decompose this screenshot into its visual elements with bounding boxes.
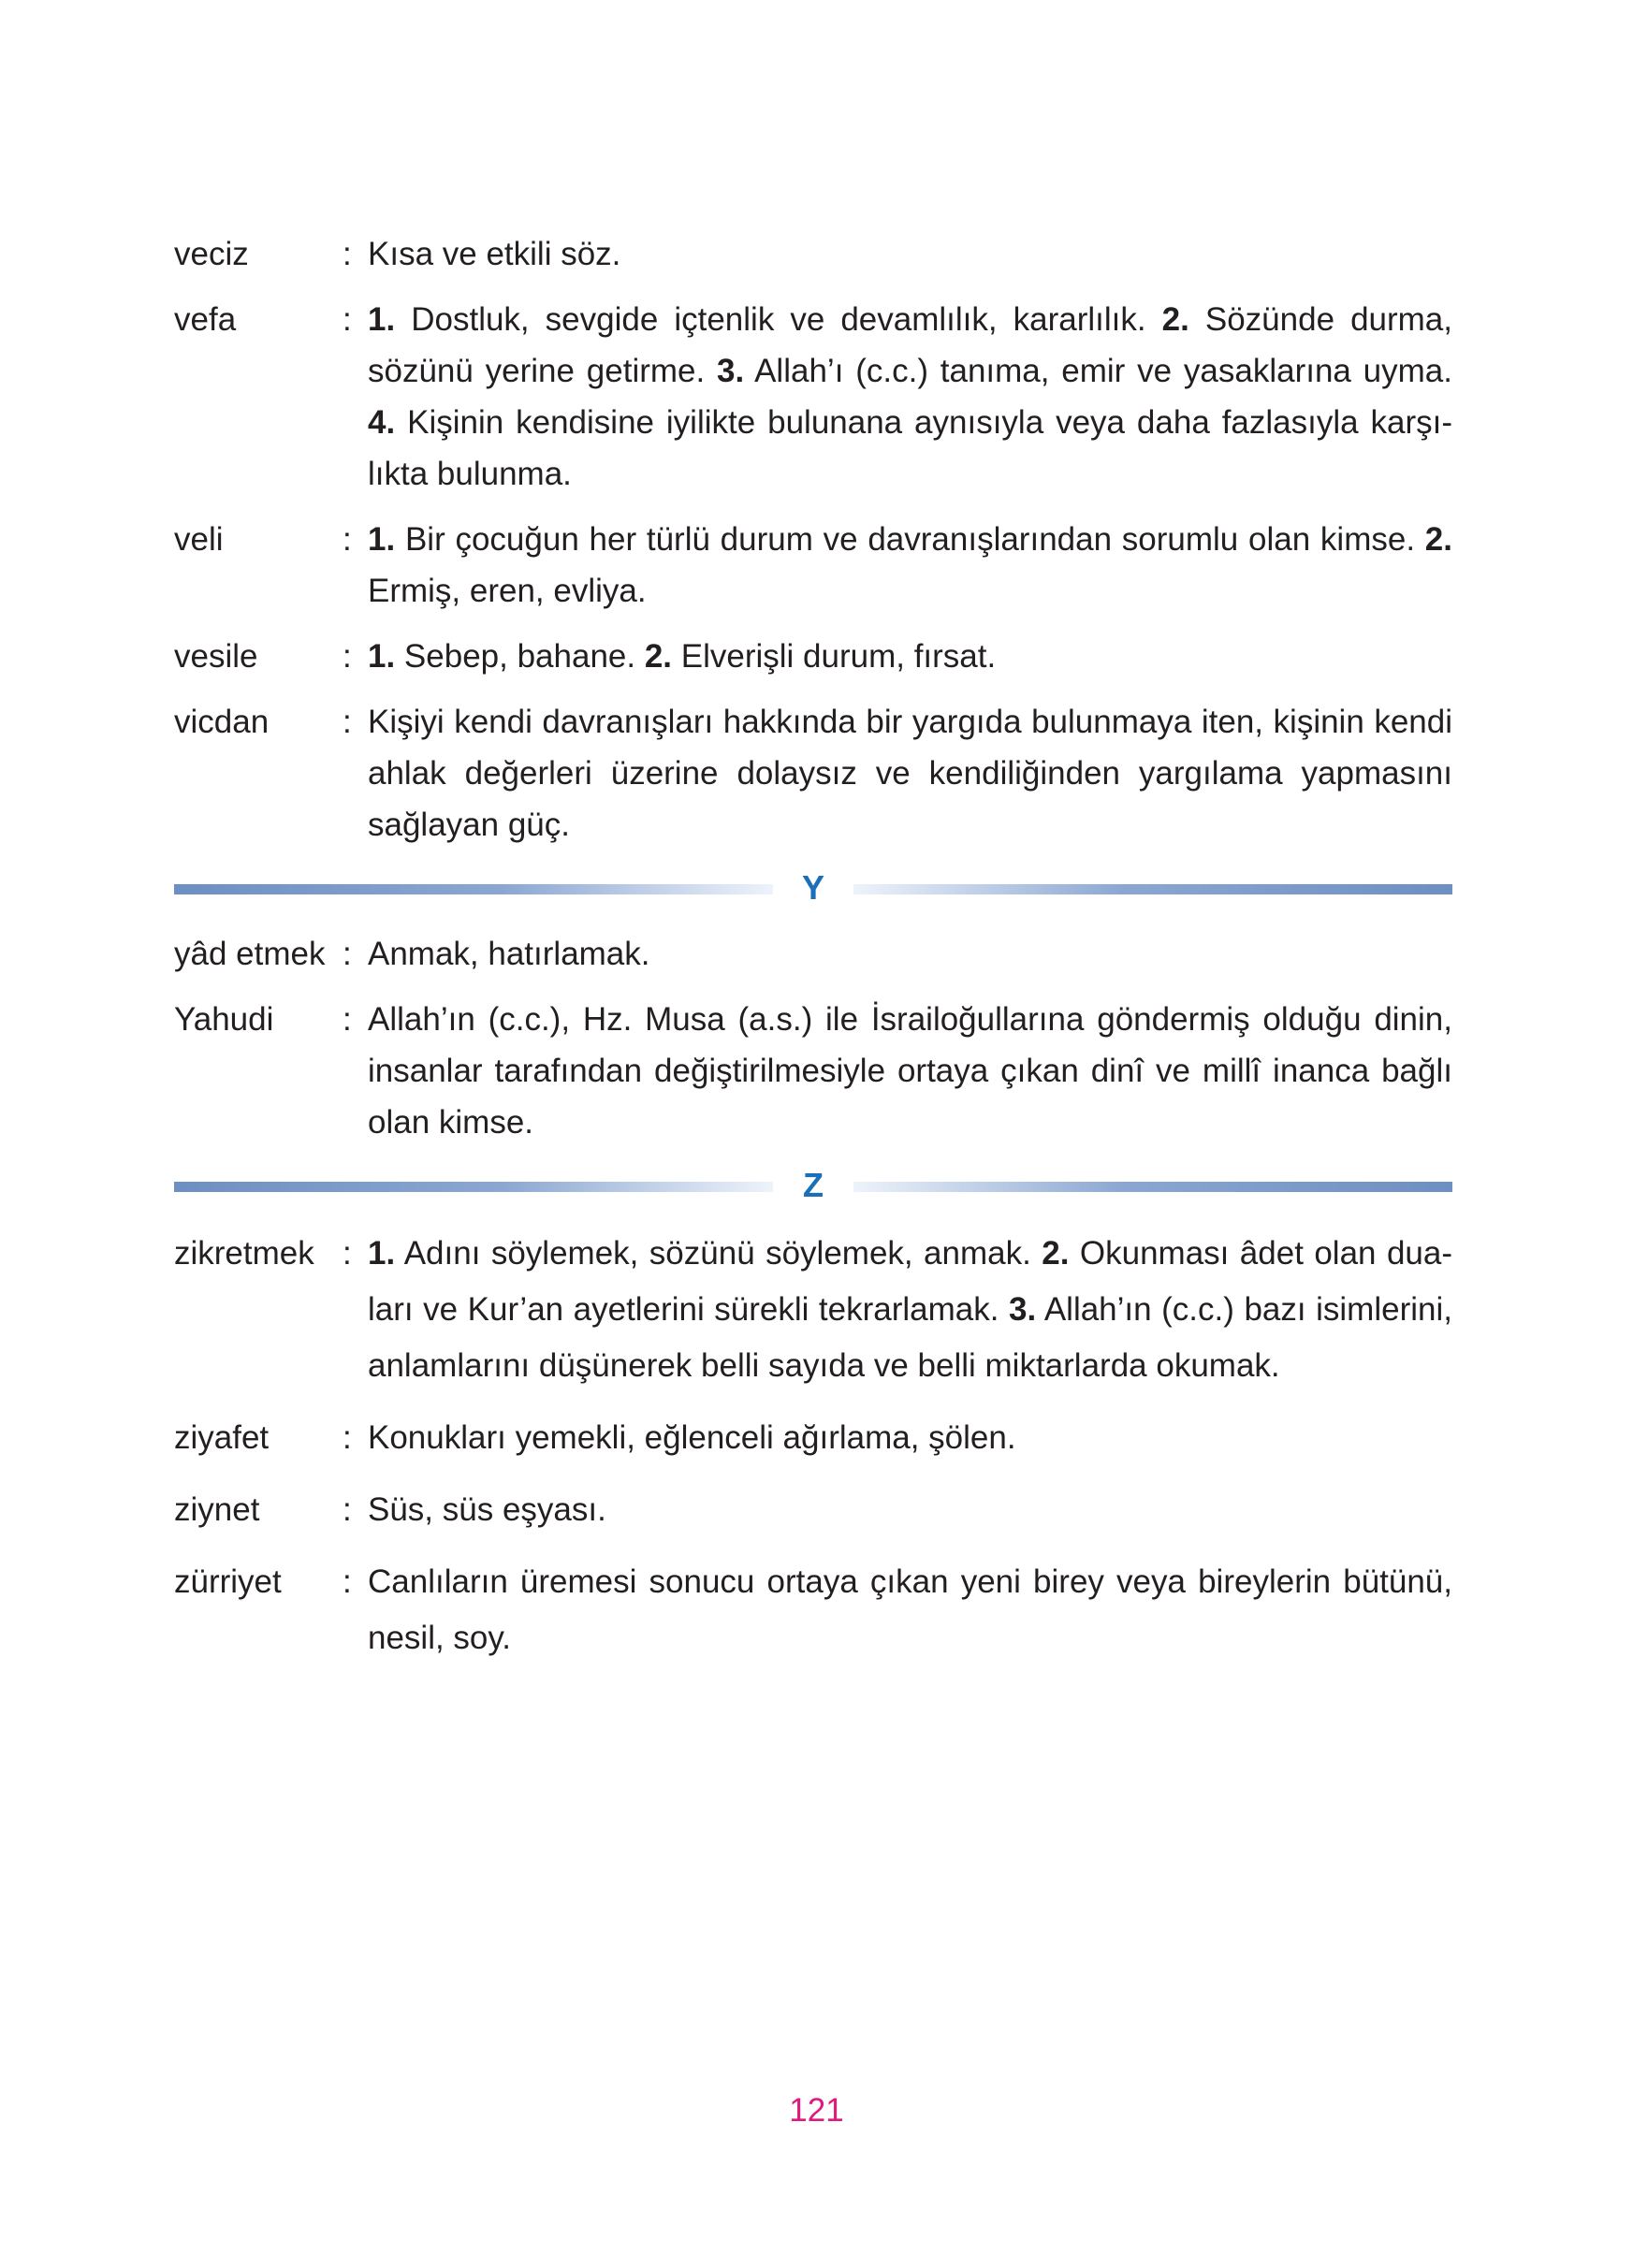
entry-colon: : [343, 301, 352, 338]
entry-term: veli [174, 521, 224, 558]
entry-term: Yahudi [174, 1001, 274, 1038]
entry-colon: : [343, 1563, 352, 1600]
entry-term: vesile [174, 638, 258, 675]
definition-text: Kişiyi kendi davranışları hakkında bir yargıda bulunmaya iten, kişinin kendi ahlak değerleri üzerine dolaysız ve kendiliğinden yargılama yapmasını sağlayan güç. [368, 704, 1452, 843]
glossary-entry [174, 228, 1452, 280]
entry-colon: : [343, 1235, 352, 1272]
definition-number: 2. [1042, 1235, 1070, 1272]
glossary-group-v [174, 228, 1452, 850]
definition-number: 1. [368, 301, 396, 338]
section-divider-y [174, 865, 1452, 911]
entry-definition [368, 928, 1452, 980]
entry-colon: : [343, 1001, 352, 1038]
entry-definition [368, 1554, 1452, 1666]
definition-text: Kişinin kendisine iyilikte bulunana aynısıyla veya daha fazlasıyla karşı-lıkta bulunma. [368, 404, 1452, 492]
entry-definition [368, 294, 1452, 500]
glossary-entry [174, 1554, 1452, 1666]
entry-colon: : [343, 936, 352, 972]
glossary-group-z [174, 1226, 1452, 1666]
entry-definition [368, 696, 1452, 850]
entry-definition [368, 1410, 1452, 1466]
entry-definition [368, 514, 1452, 617]
glossary-entry [174, 1410, 1452, 1466]
definition-number: 4. [368, 404, 396, 441]
definition-number: 3. [1009, 1291, 1037, 1328]
entry-colon: : [343, 236, 352, 272]
entry-colon: : [343, 1491, 352, 1528]
entry-definition [368, 631, 1452, 682]
definition-text: Adını söylemek, sözünü söylemek, anmak. [395, 1235, 1042, 1272]
glossary-content [174, 228, 1452, 1682]
definition-text: Anmak, hatırlamak. [368, 936, 650, 972]
definition-number: 2. [1424, 521, 1452, 558]
entry-colon: : [343, 638, 352, 675]
definition-text: Bir çocuğun her türlü durum ve davranışlarından sorumlu olan kimse. [395, 521, 1425, 558]
entry-term: vefa [174, 301, 237, 338]
definition-text: Okunması âdet olan dua-ları ve Kur’an ayetlerini sürekli tekrarlamak. [368, 1235, 1452, 1328]
definition-number: 1. [368, 521, 396, 558]
entry-definition [368, 228, 1452, 280]
section-divider-z [174, 1162, 1452, 1209]
definition-text: Ermiş, eren, evliya. [368, 573, 647, 609]
entry-term: zikretmek [174, 1235, 314, 1272]
definition-text: Allah’ı (c.c.) tanıma, emir ve yasaklarına uyma. [744, 353, 1452, 389]
definition-number: 3. [717, 353, 745, 389]
entry-definition [368, 1226, 1452, 1394]
entry-definition [368, 994, 1452, 1148]
definition-text: Kısa ve etkili söz. [368, 236, 621, 272]
glossary-entry [174, 631, 1452, 682]
entry-term: zürriyet [174, 1563, 282, 1600]
glossary-entry [174, 994, 1452, 1148]
glossary-entry [174, 696, 1452, 850]
definition-text: Elverişli durum, fırsat. [672, 638, 997, 675]
definition-text: Dostluk, sevgide içtenlik ve devamlılık, kararlılık. [395, 301, 1162, 338]
entry-term: vicdan [174, 704, 270, 740]
definition-text: Süs, süs eşyası. [368, 1491, 606, 1528]
entry-term: veciz [174, 236, 249, 272]
glossary-group-y [174, 928, 1452, 1148]
entry-definition [368, 1482, 1452, 1538]
entry-colon: : [343, 1419, 352, 1456]
definition-text: Allah’ın (c.c.) bazı isimlerini, anlamlarını düşünerek belli sayıda ve belli miktarlarda okumak. [368, 1291, 1452, 1384]
glossary-entry [174, 514, 1452, 617]
definition-text: Sebep, bahane. [395, 638, 645, 675]
definition-number: 1. [368, 1235, 396, 1272]
definition-number: 2. [1161, 301, 1189, 338]
definition-text: Sözünde durma, sözünü yerine getirme. [368, 301, 1452, 389]
definition-number: 2. [644, 638, 673, 675]
definition-text: Konukları yemekli, eğlenceli ağırlama, şölen. [368, 1419, 1016, 1456]
entry-term: yâd etmek [174, 936, 326, 972]
entry-term: ziyafet [174, 1419, 270, 1456]
entry-colon: : [343, 521, 352, 558]
entry-term: ziynet [174, 1491, 260, 1528]
definition-text: Canlıların üremesi sonucu ortaya çıkan yeni birey veya bireylerin bütünü, nesil, soy. [368, 1563, 1452, 1656]
page-number: 121 [789, 2092, 844, 2129]
section-letter-y: Y [801, 868, 824, 907]
section-letter-z: Z [803, 1166, 824, 1204]
definition-text: Allah’ın (c.c.), Hz. Musa (a.s.) ile İsrailoğullarına göndermiş olduğu dinin, insanlar tarafından değiştirilmesiyle ortaya çıkan dinî ve millî inanca bağlı olan kimse. [368, 1001, 1452, 1141]
glossary-entry [174, 294, 1452, 500]
glossary-entry [174, 1226, 1452, 1394]
entry-colon: : [343, 704, 352, 740]
glossary-entry [174, 928, 1452, 980]
glossary-entry [174, 1482, 1452, 1538]
definition-number: 1. [368, 638, 396, 675]
